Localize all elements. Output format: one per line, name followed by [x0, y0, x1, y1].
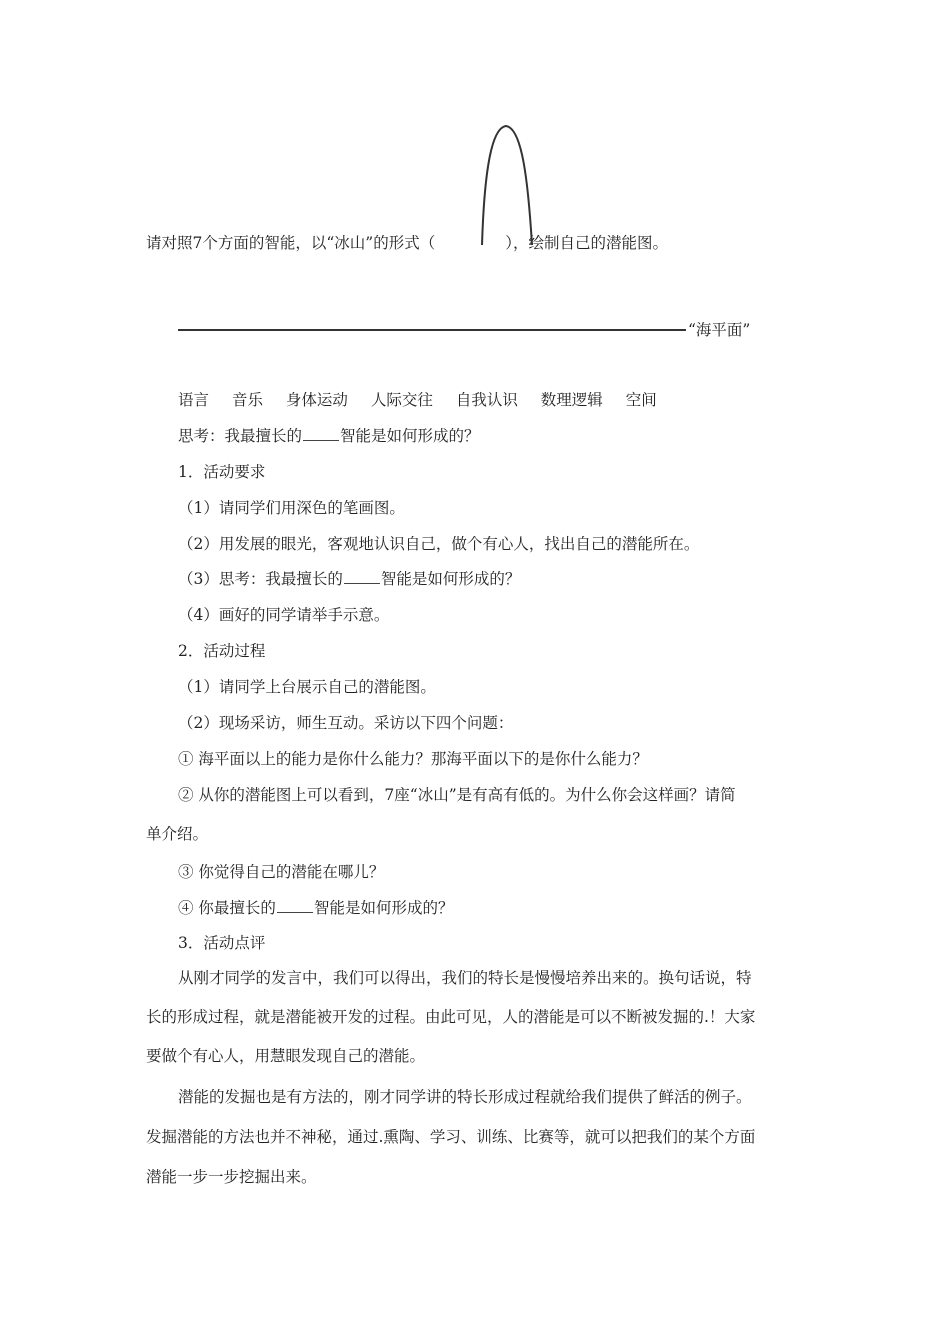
section3-title: 3．活动点评: [178, 934, 266, 952]
intelligence-item: 人际交往: [370, 391, 433, 409]
paragraph-line: 潜能一步一步挖掘出来。: [146, 1168, 317, 1186]
interview-question: [178, 898, 453, 918]
interview-question: ③ 你觉得自己的潜能在哪儿？: [178, 863, 385, 881]
q4-text-after: 智能是如何形成的？: [313, 899, 454, 917]
section2-item: （2）现场采访，师生互动。采访以下四个问题：: [178, 714, 514, 732]
iceberg-shape-icon: [476, 120, 546, 250]
interview-question: ① 海平面以上的能力是你什么能力？那海平面以下的是你什么能力？: [178, 750, 648, 768]
section1-item: （2）用发展的眼光，客观地认识自己，做个有心人，找出自己的潜能所在。: [178, 535, 700, 553]
q4-text-before: ④ 你最擅长的: [178, 899, 276, 917]
think-line: [178, 426, 480, 446]
fill-blank: [344, 569, 380, 584]
interview-question: ② 从你的潜能图上可以看到，7座“冰山”是有高有低的。为什么你会这样画？请简: [178, 786, 736, 804]
intelligence-item: 数理逻辑: [540, 391, 603, 409]
paragraph-line: 潜能的发掘也是有方法的，刚才同学讲的特长形成过程就给我们提供了鲜活的例子。: [178, 1088, 752, 1106]
intro-line: [146, 233, 668, 253]
section1-item: [178, 569, 520, 589]
section1-title: 1．活动要求: [178, 463, 266, 481]
think-text-before: 思考：我最擅长的: [178, 427, 303, 445]
intro-text-before: 请对照7个方面的智能，以“冰山”的形式（: [146, 234, 436, 252]
intelligence-list: [178, 390, 675, 410]
section1-item: （1）请同学们用深色的笔画图。: [178, 499, 405, 517]
intelligence-item: 空间: [625, 391, 657, 409]
intelligence-item: 自我认识: [455, 391, 518, 409]
fill-blank: [303, 426, 339, 441]
section2-title: 2．活动过程: [178, 642, 266, 660]
intro-text-after: ），绘制自己的潜能图。: [505, 234, 668, 252]
intelligence-item: 身体运动: [285, 391, 348, 409]
think-text-after: 智能是如何形成的？: [340, 427, 480, 445]
sea-level-label: “海平面”: [688, 321, 751, 339]
section2-item: （1）请同学上台展示自己的潜能图。: [178, 678, 436, 696]
paragraph-line: 发掘潜能的方法也并不神秘，通过.熏陶、学习、训练、比赛等，就可以把我们的某个方面: [146, 1128, 756, 1146]
intelligence-item: 音乐: [231, 391, 263, 409]
paragraph-line: 长的形成过程，就是潜能被开发的过程。由此可见，人的潜能是可以不断被发掘的.！大家: [146, 1008, 756, 1026]
paragraph-line: 要做个有心人，用慧眼发现自己的潜能。: [146, 1047, 426, 1065]
interview-question-continued: 单介绍。: [146, 825, 209, 843]
sea-level-line: [178, 329, 686, 331]
intelligence-item: 语言: [178, 391, 210, 409]
section1-item: （4）画好的同学请举手示意。: [178, 606, 390, 624]
item3-text-after: 智能是如何形成的？: [380, 570, 521, 588]
paragraph-line: 从刚才同学的发言中，我们可以得出，我们的特长是慢慢培养出来的。换句话说，特: [178, 969, 752, 987]
fill-blank: [277, 898, 313, 913]
item3-text-before: （3）思考：我最擅长的: [178, 570, 343, 588]
